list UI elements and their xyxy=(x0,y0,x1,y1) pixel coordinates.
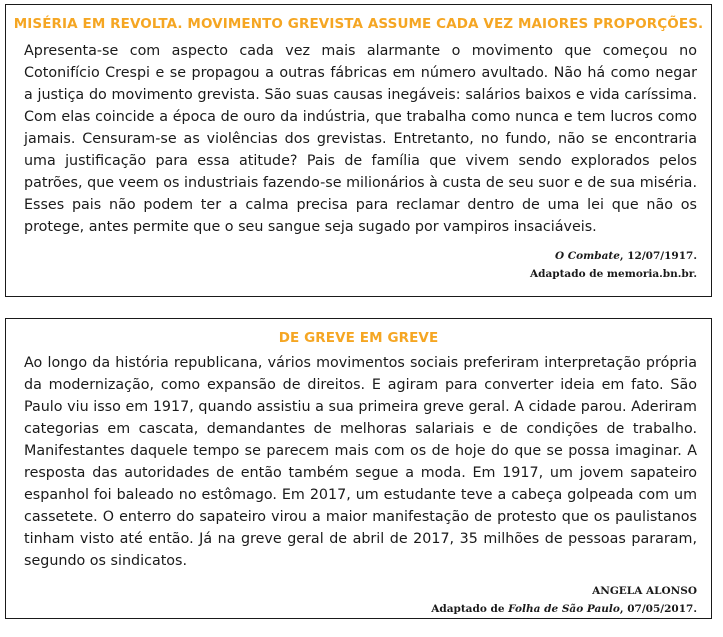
text1-body: Apresenta-se com aspecto cada vez mais alarmante o movimento que começou no Cotonifício Crespi e se propagou a outras fábricas em número avultado. Não há como negar a justiça do movimento grevista. São suas causas inegáveis: salários baixos e vida caríssima. Com elas coincide a época de ouro da indústria, que trabalha como nunca e tem lucros como jamais. Censuram-se as violências dos grevistas. Entretanto, no fundo, não se encontraria uma justificação para essa atitude? Pais de família que vivem sendo explorados pelos patrões, que veem os industriais fazendo-se milionários à custa de seu suor e de sua miséria. Esses pais não podem ter a calma precisa para reclamar dentro de uma lei que não os protege, antes permite que o seu sangue seja sugado por vampiros insaciáveis. xyxy=(24,43,697,235)
text1-heading: MISÉRIA EM REVOLTA. MOVIMENTO GREVISTA ASSUME CADA VEZ MAIORES PROPORÇÕES. xyxy=(13,16,704,32)
text2-source-date: , 07/05/2017. xyxy=(619,603,697,615)
text1-citation xyxy=(6,247,711,265)
text1-source xyxy=(6,247,711,283)
text1-source-title: O Combate xyxy=(554,250,620,262)
text2-source xyxy=(6,582,711,618)
text2-heading: DE GREVE EM GREVE xyxy=(278,330,439,346)
text2-source-title: Folha de São Paulo xyxy=(508,603,620,615)
text1-adapted: Adaptado de memoria.bn.br. xyxy=(529,268,697,280)
text2-citation xyxy=(6,600,711,618)
text2-body: Ao longo da história republicana, vários movimentos sociais preferiram interpretação própria da modernização, como expansão de direitos. E agiram para converter ideia em fato. São Paulo viu isso em 1917, quando assistiu a sua primeira greve geral. A cidade parou. Aderiram categorias em cascata, demandantes de melhoras salariais e de condições de trabalho. Manifestantes daquele tempo se parecem mais com os de hoje do que se possa imaginar. A resposta das autoridades de então também segue a moda. Em 1917, um jovem sapateiro espanhol foi baleado no estômago. Em 2017, um estudante teve a cabeça golpeada com um cassetete. O enterro do sapateiro virou a maior manifestação de protesto que os paulistanos tinham visto até então. Já na greve geral de abril de 2017, 35 milhões de pessoas pararam, segundo os sindicatos. xyxy=(24,355,697,569)
text1-source-date: , 12/07/1917. xyxy=(619,250,697,262)
text2-adapted-prefix: Adaptado de xyxy=(431,603,509,615)
text-box-2 xyxy=(5,318,712,619)
text-box-1 xyxy=(5,4,712,297)
text2-author: ANGELA ALONSO xyxy=(592,585,697,597)
